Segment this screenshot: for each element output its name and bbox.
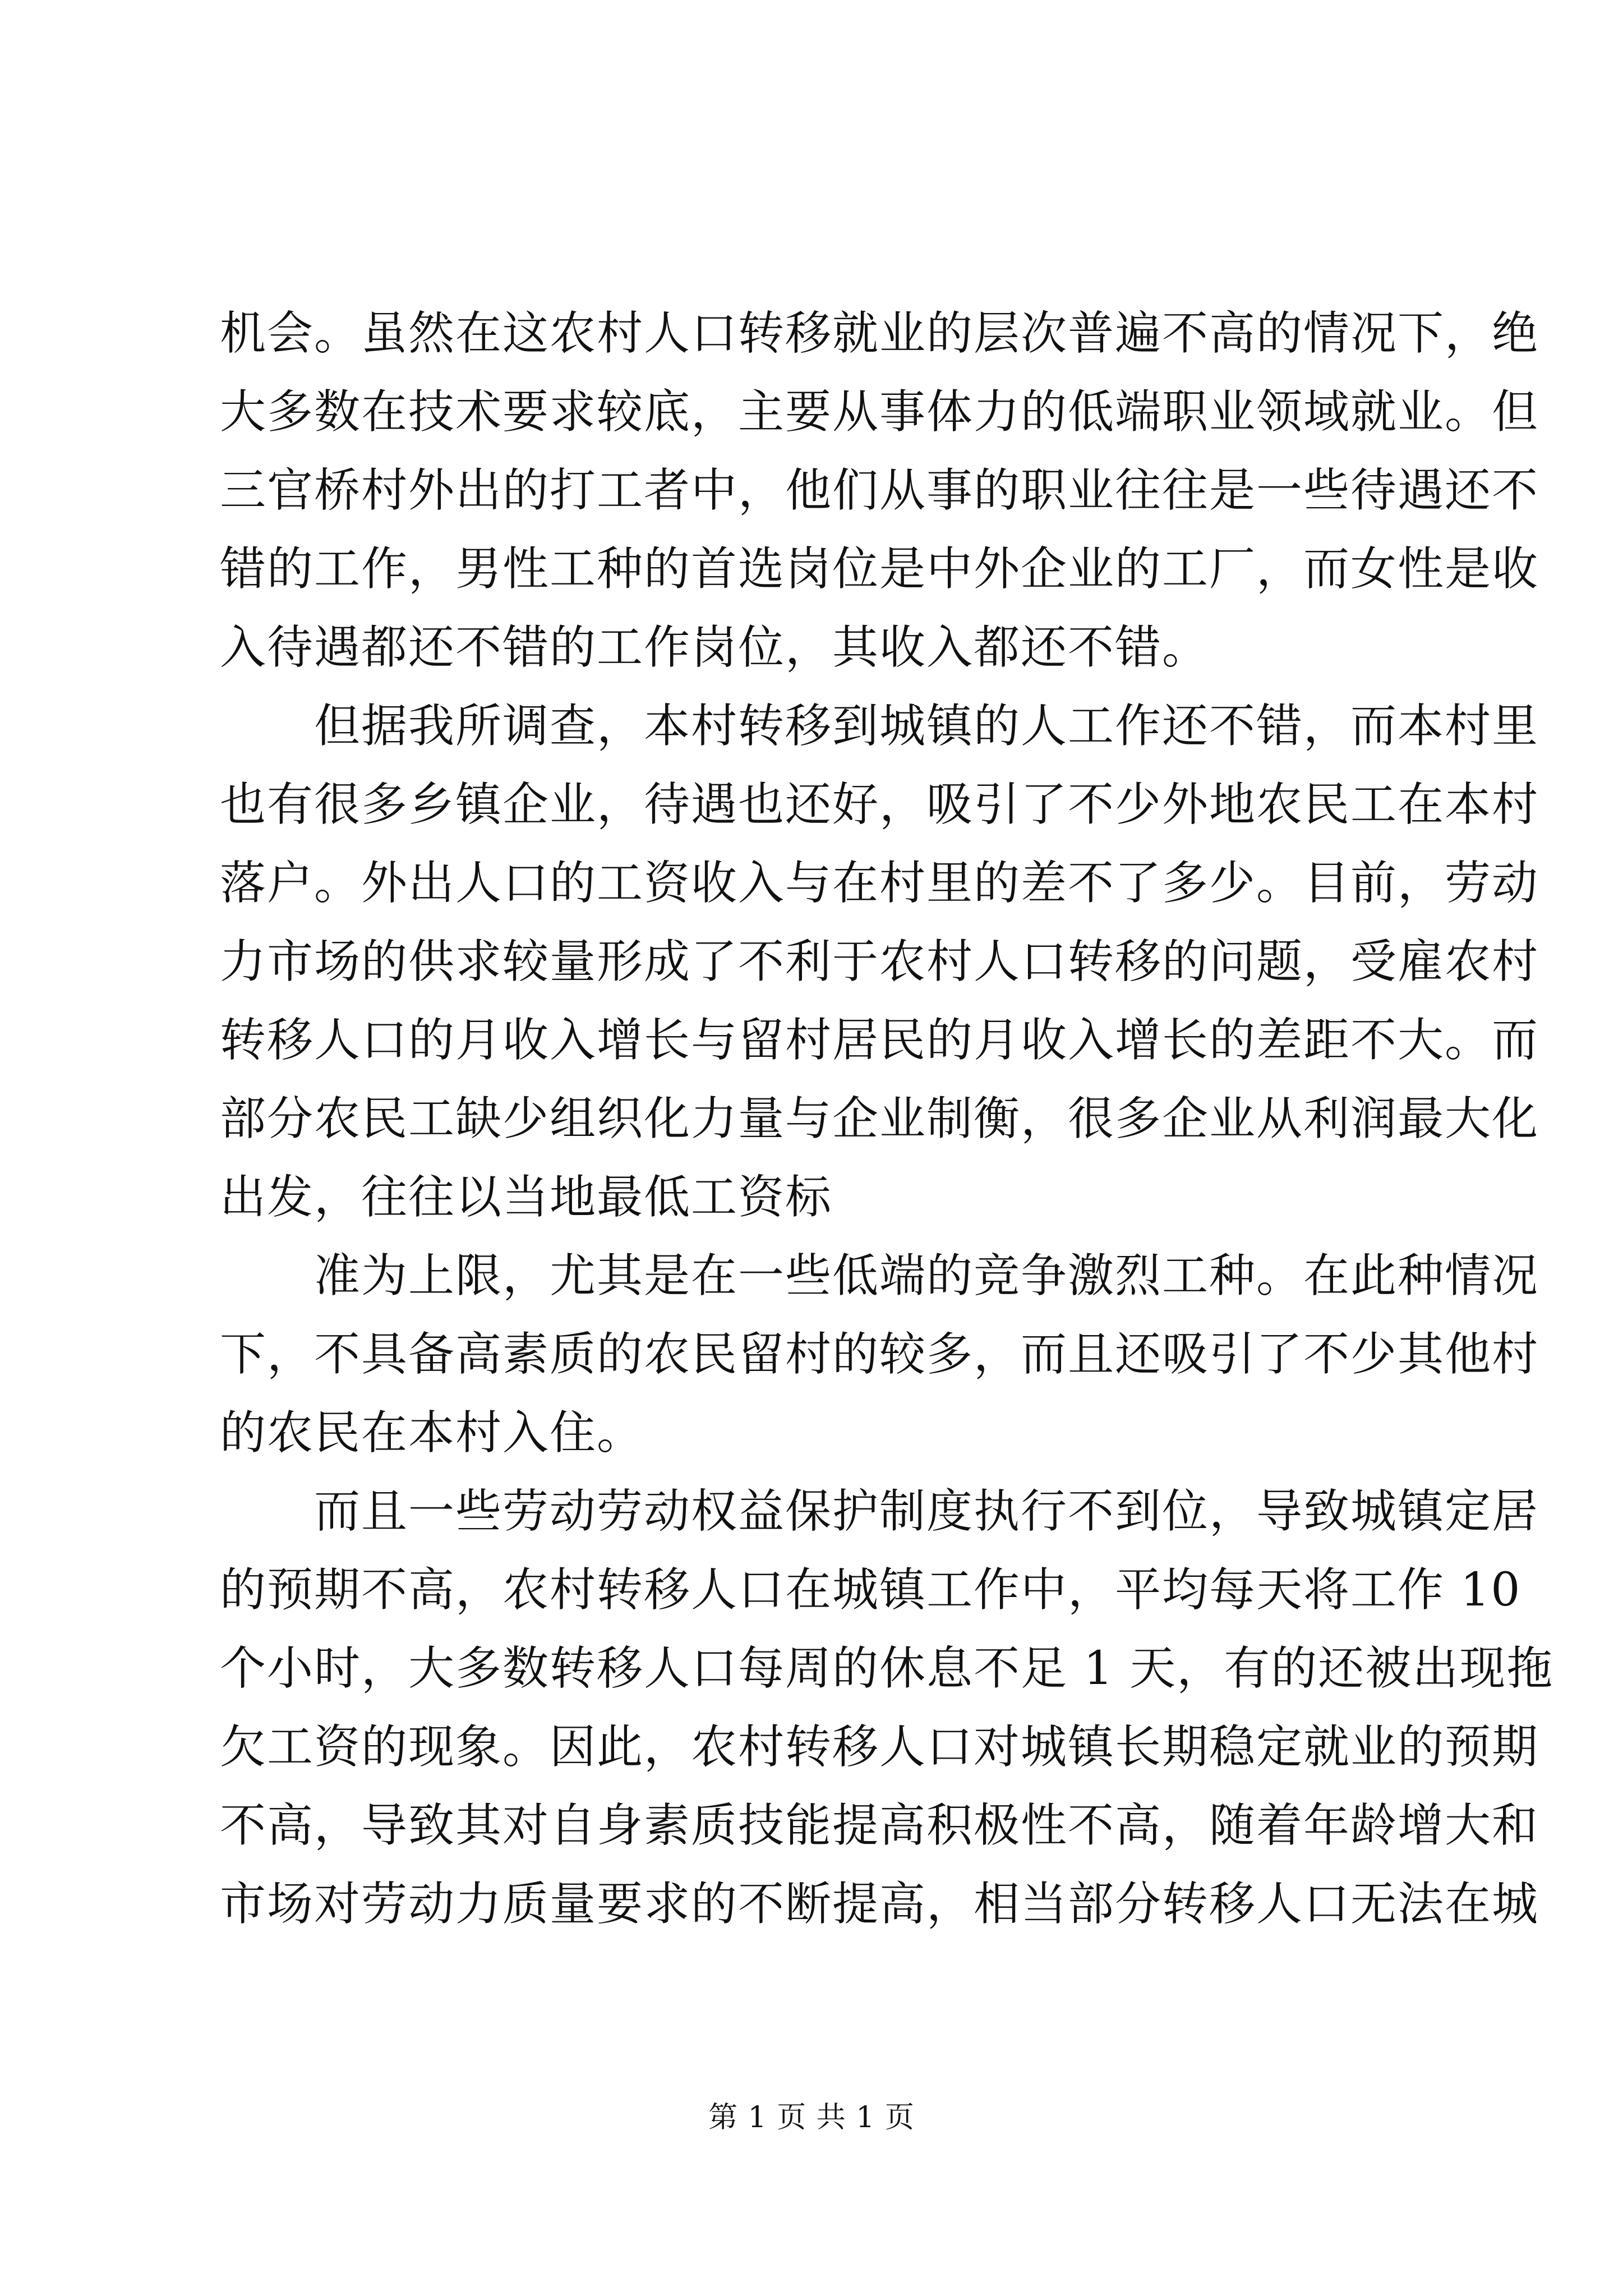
- page-footer: [0, 2101, 1623, 2134]
- text-line: 入待遇都还不错的工作岗位，其收入都还不错。: [220, 621, 1210, 674]
- text-line: 的农民在本村入住。: [220, 1406, 644, 1460]
- text-line: 不高，导致其对自身素质技能提高积极性不高，随着年龄增大和: [220, 1799, 1539, 1852]
- text-line: 大多数在技术要求较底，主要从事体力的低端职业领域就业。但: [220, 385, 1539, 439]
- text-line: 转移人口的月收入增长与留村居民的月收入增长的差距不大。而: [220, 1014, 1539, 1067]
- text-line: 出发，往往以当地最低工资标: [220, 1171, 833, 1224]
- text-line: 下，不具备高素质的农民留村的较多，而且还吸引了不少其他村: [220, 1328, 1539, 1381]
- text-line: 部分农民工缺少组织化力量与企业制衡，很多企业从利润最大化: [220, 1092, 1539, 1145]
- body-text: [220, 295, 1554, 1944]
- text-line: 机会。虽然在这农村人口转移就业的层次普遍不高的情况下，绝: [220, 307, 1539, 360]
- page-number: 第 1 页 共 1 页: [708, 2101, 915, 2134]
- text-line: 而且一些劳动劳动权益保护制度执行不到位，导致城镇定居: [220, 1485, 1539, 1538]
- text-line: 错的工作，男性工种的首选岗位是中外企业的工厂，而女性是收: [220, 542, 1539, 596]
- text-line: 欠工资的现象。因此，农村转移人口对城镇长期稳定就业的预期: [220, 1720, 1539, 1774]
- text-line: 准为上限，尤其是在一些低端的竞争激烈工种。在此种情况: [220, 1249, 1539, 1303]
- text-line: 落户。外出人口的工资收入与在村里的差不了多少。目前，劳动: [220, 857, 1539, 910]
- text-line: 的预期不高，农村转移人口在城镇工作中，平均每天将工作 10: [220, 1563, 1521, 1617]
- text-line: 但据我所调查，本村转移到城镇的人工作还不错，而本村里: [220, 700, 1539, 753]
- text-line: 市场对劳动力质量要求的不断提高，相当部分转移人口无法在城: [220, 1878, 1539, 1931]
- text-line: 个小时，大多数转移人口每周的休息不足 1 天，有的还被出现拖: [220, 1642, 1554, 1695]
- text-line: 也有很多乡镇企业，待遇也还好，吸引了不少外地农民工在本村: [220, 778, 1539, 831]
- text-line: 三官桥村外出的打工者中，他们从事的职业往往是一些待遇还不: [220, 464, 1539, 517]
- text-line: 力市场的供求较量形成了不利于农村人口转移的问题，受雇农村: [220, 935, 1539, 988]
